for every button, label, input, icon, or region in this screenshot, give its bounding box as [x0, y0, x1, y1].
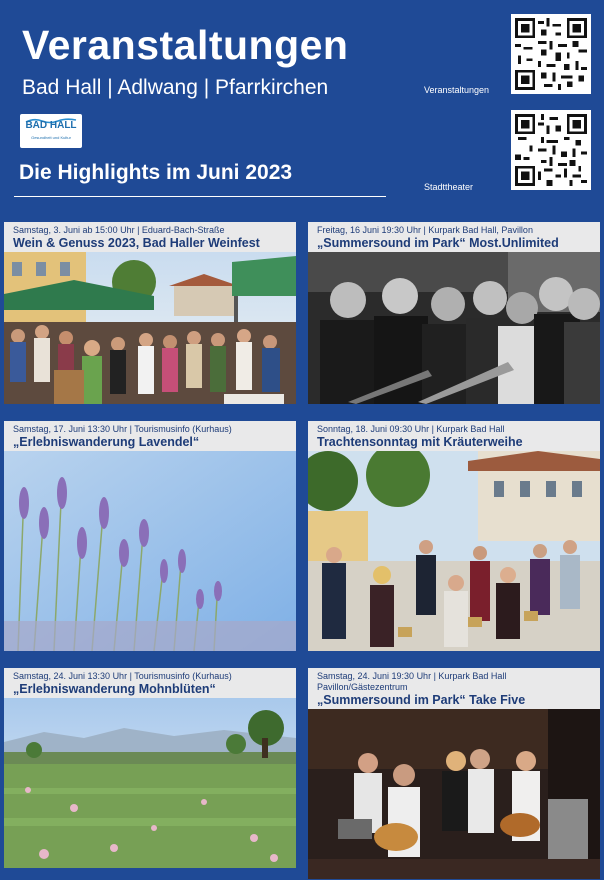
event-header [308, 668, 600, 709]
highlights-heading: Die Highlights im Juni 2023 [19, 161, 293, 184]
event-venue: Pavillon/Gästezentrum [317, 682, 408, 692]
event-date: Samstag, 24. Juni 19:30 Uhr | Kurpark Bad Hall [317, 671, 507, 681]
qr-label-veranstaltungen: Veranstaltungen [424, 85, 490, 95]
event-card-lavendel[interactable] [4, 421, 296, 651]
event-header [308, 222, 600, 252]
band-stage-photo [308, 709, 600, 879]
poppy-field-photo [4, 698, 296, 868]
event-card-weinfest[interactable] [4, 222, 296, 404]
event-card-trachtensonntag[interactable] [308, 421, 600, 651]
event-header [4, 222, 296, 252]
event-date: Samstag, 24. Juni 13:30 Uhr | Tourismusinfo (Kurhaus) [13, 671, 232, 681]
event-title: „Summersound im Park“ Take Five [317, 693, 526, 707]
divider [14, 196, 386, 197]
event-title: „Summersound im Park“ Most.Unlimited [317, 236, 559, 250]
bad-hall-logo [20, 114, 82, 148]
event-title: „Erlebniswanderung Mohnblüten“ [13, 682, 216, 696]
event-date: Sonntag, 18. Juni 09:30 Uhr | Kurpark Bad Hall [317, 424, 505, 434]
qr-code-icon [515, 18, 587, 90]
qr-code-icon [515, 114, 587, 186]
traditional-costume-parade-photo [308, 451, 600, 651]
logo-subtext: Gesundheit und Kultur [31, 135, 71, 140]
event-card-mohnblueten[interactable] [4, 668, 296, 868]
event-card-most-unlimited[interactable] [308, 222, 600, 404]
event-header [4, 421, 296, 451]
qr-label-stadttheater: Stadttheater [424, 182, 474, 192]
logo-text: BAD HALL [25, 120, 77, 131]
event-card-take-five[interactable] [308, 668, 600, 879]
event-date: Samstag, 3. Juni ab 15:00 Uhr | Eduard-Bach-Straße [13, 225, 225, 235]
event-header [4, 668, 296, 698]
qr-code-stadttheater[interactable] [511, 110, 591, 190]
event-date: Freitag, 16 Juni 19:30 Uhr | Kurpark Bad Hall, Pavillon [317, 225, 533, 235]
page-title: Veranstaltungen [22, 22, 349, 68]
event-title: Wein & Genuss 2023, Bad Haller Weinfest [13, 236, 260, 250]
page-subtitle: Bad Hall | Adlwang | Pfarrkirchen [22, 76, 329, 99]
band-black-white-photo [308, 252, 600, 404]
lavender-photo [4, 451, 296, 651]
event-title: „Erlebniswanderung Lavendel“ [13, 435, 200, 449]
event-date: Samstag, 17. Juni 13:30 Uhr | Tourismusinfo (Kurhaus) [13, 424, 232, 434]
event-title: Trachtensonntag mit Kräuterweihe [317, 435, 523, 449]
wine-festival-crowd-photo [4, 252, 296, 404]
event-header [308, 421, 600, 451]
qr-code-veranstaltungen[interactable] [511, 14, 591, 94]
